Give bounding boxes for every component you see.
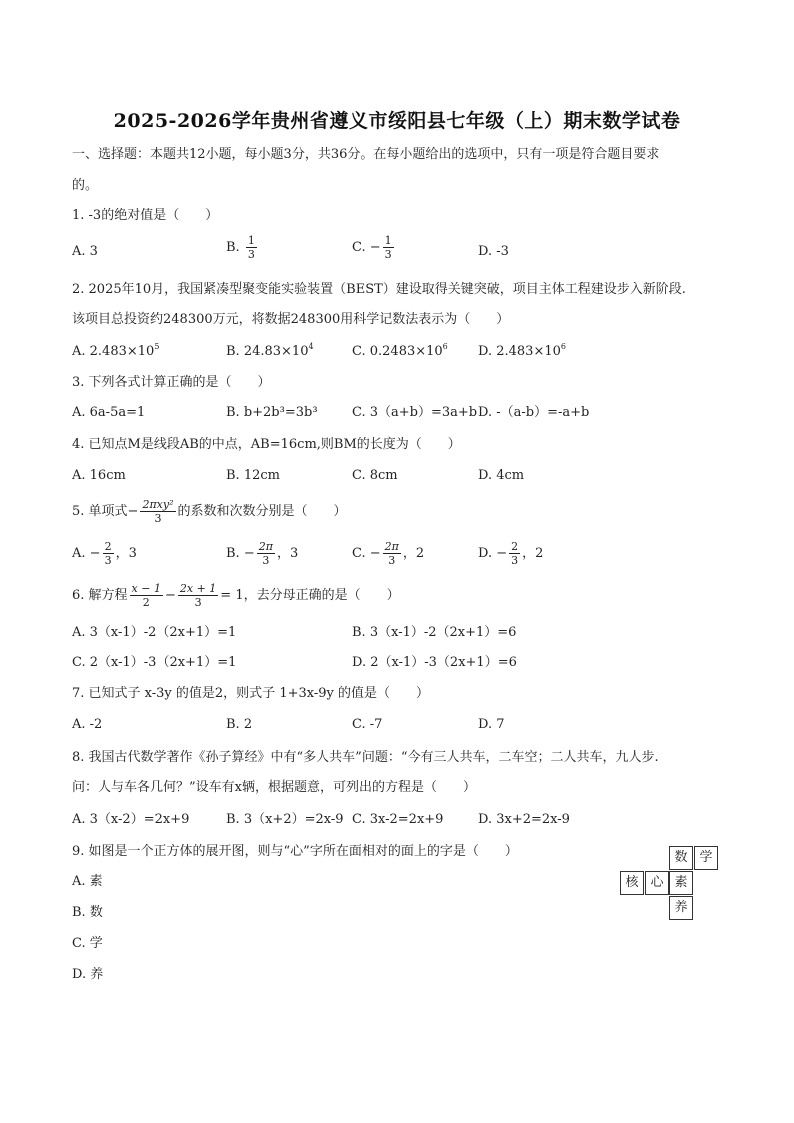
q1-option-b-fraction — [246, 234, 257, 261]
q6-pre: 6. 解方程 — [72, 588, 128, 603]
q2-option-d-exponent: 6 — [560, 342, 566, 351]
frac-num: 1 — [247, 234, 255, 247]
q9-option-c: C. 学 — [72, 936, 103, 951]
question-7-stem: 7. 已知式子 x-3y 的值是2，则式子 1+3x-9y 的值是（ ） — [72, 686, 429, 701]
section-instructions-line1: 一、选择题：本题共12小题，每小题3分，共36分。在每小题给出的选项中，只有一项是符合题目要求 — [72, 147, 660, 162]
q9-option-a: A. 素 — [72, 874, 103, 889]
frac-num: 2x + 1 — [179, 582, 217, 595]
question-1-stem: 1. -3的绝对值是（ ） — [72, 208, 219, 223]
q2-option-a — [72, 342, 159, 362]
q9-option-b: B. 数 — [72, 905, 103, 920]
q2-option-c — [352, 342, 448, 362]
q2-option-a-exponent: 5 — [154, 342, 160, 351]
section-instructions-line2: 的。 — [72, 178, 99, 193]
exam-title: 2025-2026学年贵州省遵义市绥阳县七年级（上）期末数学试卷 — [113, 110, 681, 132]
opt-post: ，2 — [522, 546, 544, 561]
q5-sign: − — [127, 504, 139, 519]
question-9-stem: 9. 如图是一个正方体的展开图，则与“心”字所在面相对的面上的字是（ ） — [72, 844, 518, 859]
q4-option-a: A. 16cm — [72, 468, 126, 483]
frac-num: 2π — [384, 540, 399, 553]
q6-option-c: C. 2（x-1）-3（2x+1）=1 — [72, 655, 237, 670]
q5-option-d: D. − $\frac{2}{3}$ ，2 — [478, 540, 544, 567]
opt-label: D. — [478, 546, 493, 561]
cube-net-figure — [620, 846, 720, 921]
question-4-stem: 4. 已知点M是线段AB的中点，AB=16cm,则BM的长度为（ ） — [72, 437, 461, 452]
opt-label: A. — [72, 546, 86, 561]
q6-option-a: A. 3（x-1）-2（2x+1）=1 — [72, 625, 237, 640]
frac-den: 3 — [178, 595, 218, 609]
frac-den: 3 — [383, 553, 401, 567]
frac-num: 1 — [384, 234, 392, 247]
q5-monomial-fraction — [140, 498, 175, 525]
q4-option-b: B. 12cm — [226, 468, 280, 483]
q2-option-b-exponent: 4 — [308, 342, 314, 351]
frac-den: 3 — [104, 554, 112, 567]
q6-minus: − — [164, 588, 176, 603]
q6-fraction-1 — [130, 582, 163, 609]
q5-option-c: C. − $\frac{2\pi}{3}$ ，2 — [352, 540, 425, 567]
q1-option-b — [226, 234, 259, 261]
opt-post: ，3 — [276, 546, 299, 561]
q3-option-b: B. b+2b³=3b³ — [226, 405, 318, 420]
opt-post: ，3 — [115, 546, 137, 561]
opt-fraction — [257, 540, 275, 567]
frac-den: 2 — [130, 595, 163, 609]
q7-option-a: A. -2 — [72, 717, 103, 732]
q7-option-b: B. 2 — [226, 717, 253, 732]
frac-den: 3 — [247, 248, 255, 261]
q2-option-b-text: B. 24.83×10 — [226, 344, 309, 359]
question-5-stem — [72, 498, 347, 525]
q5-option-a: A. − $\frac{2}{3}$ ，3 — [72, 540, 137, 567]
q6-eq: = 1 — [220, 588, 244, 603]
q1-option-a: A. 3 — [72, 244, 98, 259]
q7-option-d: D. 7 — [478, 717, 505, 732]
q5-post: 的系数和次数分别是（ ） — [177, 504, 347, 519]
frac-num: 2 — [104, 540, 112, 553]
q2-option-c-exponent: 6 — [442, 342, 448, 351]
opt-fraction — [103, 540, 114, 567]
q8-option-c: C. 3x-2=2x+9 — [352, 812, 444, 827]
net-face-xin: 心 — [645, 871, 669, 895]
net-face-su: 素 — [669, 871, 693, 895]
q3-option-d: D. -（a-b）=-a+b — [478, 405, 590, 420]
q1-option-c — [352, 234, 396, 261]
question-2-line1: 2. 2025年10月，我国紧凑型聚变能实验装置（BEST）建设取得关键突破，项目主体工程建设步入新阶段. — [72, 282, 686, 297]
q9-option-d: D. 养 — [72, 967, 104, 982]
q6-fraction-2 — [178, 582, 218, 609]
q1-option-c-label: C. — [352, 240, 366, 255]
q2-option-d — [478, 342, 566, 362]
q6-option-d: D. 2（x-1）-3（2x+1）=6 — [352, 655, 517, 670]
q2-option-c-text: C. 0.2483×10 — [352, 344, 443, 359]
q1-option-d: D. -3 — [478, 244, 509, 259]
net-face-he: 核 — [620, 871, 644, 895]
q8-option-d: D. 3x+2=2x-9 — [478, 812, 570, 827]
frac-num: x − 1 — [131, 582, 161, 595]
net-face-yang: 养 — [669, 896, 693, 920]
frac-num: 2 — [511, 540, 519, 553]
question-2-line2: 该项目总投资约248300万元，将数据248300用科学记数法表示为（ ） — [72, 312, 510, 327]
opt-fraction — [509, 540, 520, 567]
q2-option-b — [226, 342, 314, 362]
q4-option-c: C. 8cm — [352, 468, 398, 483]
q8-option-a: A. 3（x-2）=2x+9 — [72, 812, 190, 827]
frac-num: 2πxy² — [142, 498, 174, 511]
question-8-line2: 问：人与车各几何？”设车有x辆，根据题意，可列出的方程是（ ） — [72, 780, 476, 795]
opt-label: B. — [226, 546, 240, 561]
frac-den: 3 — [384, 248, 392, 261]
q8-option-b: B. 3（x+2）=2x-9 — [226, 812, 344, 827]
q3-option-c: C. 3（a+b）=3a+b — [352, 405, 478, 420]
net-face-shu: 数 — [669, 846, 693, 870]
q3-option-a: A. 6a-5a=1 — [72, 405, 146, 420]
q2-option-d-text: D. 2.483×10 — [478, 344, 561, 359]
net-face-xue: 学 — [694, 846, 718, 870]
opt-fraction — [383, 540, 401, 567]
q5-option-b: B. − $\frac{2\pi}{3}$ ，3 — [226, 540, 299, 567]
opt-post: ，2 — [402, 546, 425, 561]
q1-option-c-sign: − — [369, 240, 381, 255]
question-6-stem — [72, 582, 400, 609]
frac-den: 3 — [140, 511, 175, 525]
q1-option-c-fraction — [383, 234, 394, 261]
q5-pre: 5. 单项式 — [72, 504, 128, 519]
q6-post: ，去分母正确的是（ ） — [243, 588, 400, 603]
frac-num: 2π — [258, 540, 273, 553]
frac-den: 3 — [257, 553, 275, 567]
question-3-stem: 3. 下列各式计算正确的是（ ） — [72, 375, 271, 390]
q6-option-b: B. 3（x-1）-2（2x+1）=6 — [352, 625, 517, 640]
q7-option-c: C. -7 — [352, 717, 383, 732]
q4-option-d: D. 4cm — [478, 468, 525, 483]
question-8-line1: 8. 我国古代数学著作《孙子算经》中有“多人共车”问题：“今有三人共车，二车空；二人共车，九人步. — [72, 750, 659, 765]
frac-den: 3 — [511, 554, 519, 567]
q2-option-a-text: A. 2.483×10 — [72, 344, 155, 359]
q1-option-b-label: B. — [226, 240, 240, 255]
opt-label: C. — [352, 546, 366, 561]
